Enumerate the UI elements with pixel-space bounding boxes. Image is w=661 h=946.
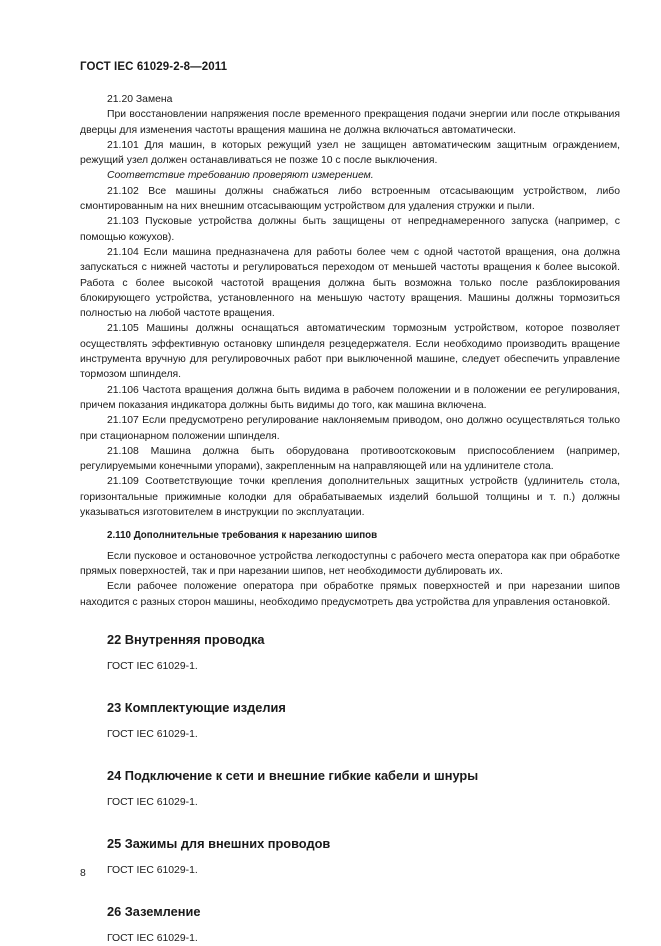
paragraph-21-102: 21.102 Все машины должны снабжаться либо встроенным отсасывающим устройством, либо смонтированным на них внешним отсасывающим устройством для удаления стружки и пыли. — [80, 185, 620, 213]
section-24 — [80, 768, 620, 810]
paragraph-21-105: 21.105 Машины должны оснащаться автоматическим тормозным устройством, которое позволяет осуществлять эффективную остановку шпинделя резцедержателя. Если необходимо производить вращение инструмента вручную для регулировочных работ при выключенной машине, следует обеспечить управление тормозом шпинделя. — [80, 323, 620, 381]
section-26 — [80, 904, 620, 946]
section-heading: 26 Заземление — [107, 903, 201, 919]
section-heading: 24 Подключение к сети и внешние гибкие кабели и шнуры — [107, 767, 479, 783]
section-reference: ГОСТ IEC 61029-1. — [107, 660, 198, 672]
subsection-title: 2.110 Дополнительные требования к нарезанию шипов — [107, 530, 378, 542]
section-23 — [80, 700, 620, 742]
document-body — [80, 92, 620, 946]
paragraph-21-20: 21.20 Замена — [107, 94, 173, 105]
compliance-note: Соответствие требованию проверяют измерением. — [107, 170, 374, 182]
paragraph-21-101: 21.101 Для машин, в которых режущий узел не защищен автоматическим защитным ограждением, режущий узел должен останавливаться не позже 10 с после выключения. — [80, 139, 620, 167]
subsection-paragraph: Если рабочее положение оператора при обработке прямых поверхностей и при нарезании шипов находится с разных сторон машины, необходимо предусмотреть два устройства для управления остановкой. — [80, 581, 620, 608]
section-heading: 23 Комплектующие изделия — [107, 699, 286, 715]
paragraph-21-107: 21.107 Если предусмотрено регулирование наклоняемым приводом, оно должно осуществляться только при стационарном положении шпинделя. — [80, 415, 620, 442]
section-reference: ГОСТ IEC 61029-1. — [107, 932, 198, 944]
subsection-paragraph: Если пусковое и остановочное устройства легкодоступны с рабочего места оператора как при обработке прямых поверхностей, так и при нарезании шипов, нет необходимости дублировать их. — [80, 550, 620, 577]
section-22 — [80, 632, 620, 674]
paragraph-21-20-text: При восстановлении напряжения после временного прекращения подачи энергии или после открывания дверцы для изменения частоты вращения машина не должна включаться автоматически. — [80, 109, 620, 136]
section-heading: 22 Внутренняя проводка — [107, 631, 265, 647]
paragraph-21-108: 21.108 Машина должна быть оборудована противоотскоковым приспособлением (например, регулируемыми конечными упорами), закрепленным на направляющей или на удлинителе стола. — [80, 445, 620, 473]
section-heading: 25 Зажимы для внешних проводов — [107, 835, 331, 851]
paragraph-21-106: 21.106 Частота вращения должна быть видима в рабочем положении и в положении ее регулирования, причем показания индикатора должны быть видимы до того, как машина включена. — [80, 384, 620, 411]
document-header: ГОСТ IEC 61029-2-8—2011 — [80, 61, 228, 73]
paragraph-21-109: 21.109 Соответствующие точки крепления дополнительных защитных устройств (удлинитель стола, горизонтальные прижимные колодки для обрабатываемых изделий большой толщины и т. п.) должны указываться изготовителем в инструкции по эксплуатации. — [80, 476, 620, 519]
paragraph-21-103: 21.103 Пусковые устройства должны быть защищены от непреднамеренного запуска (например, с помощью кожухов). — [80, 216, 620, 243]
page-number: 8 — [80, 868, 86, 879]
section-reference: ГОСТ IEC 61029-1. — [107, 796, 198, 808]
paragraph-21-104: 21.104 Если машина предназначена для работы более чем с одной частотой вращения, она должна запускаться с нижней частоты и регулироваться переходом от меньшей частоты вращения к более высокой. Работа с более высокой частотой вращения должна быть возможна только после разблокирования блокирующего устройства, установленного на меньшую частоту вращения. Машины должны тормозиться полностью на любой частоте вращения. — [80, 246, 620, 320]
section-25 — [80, 836, 620, 878]
section-reference: ГОСТ IEC 61029-1. — [107, 728, 198, 740]
section-reference: ГОСТ IEC 61029-1. — [107, 864, 198, 876]
